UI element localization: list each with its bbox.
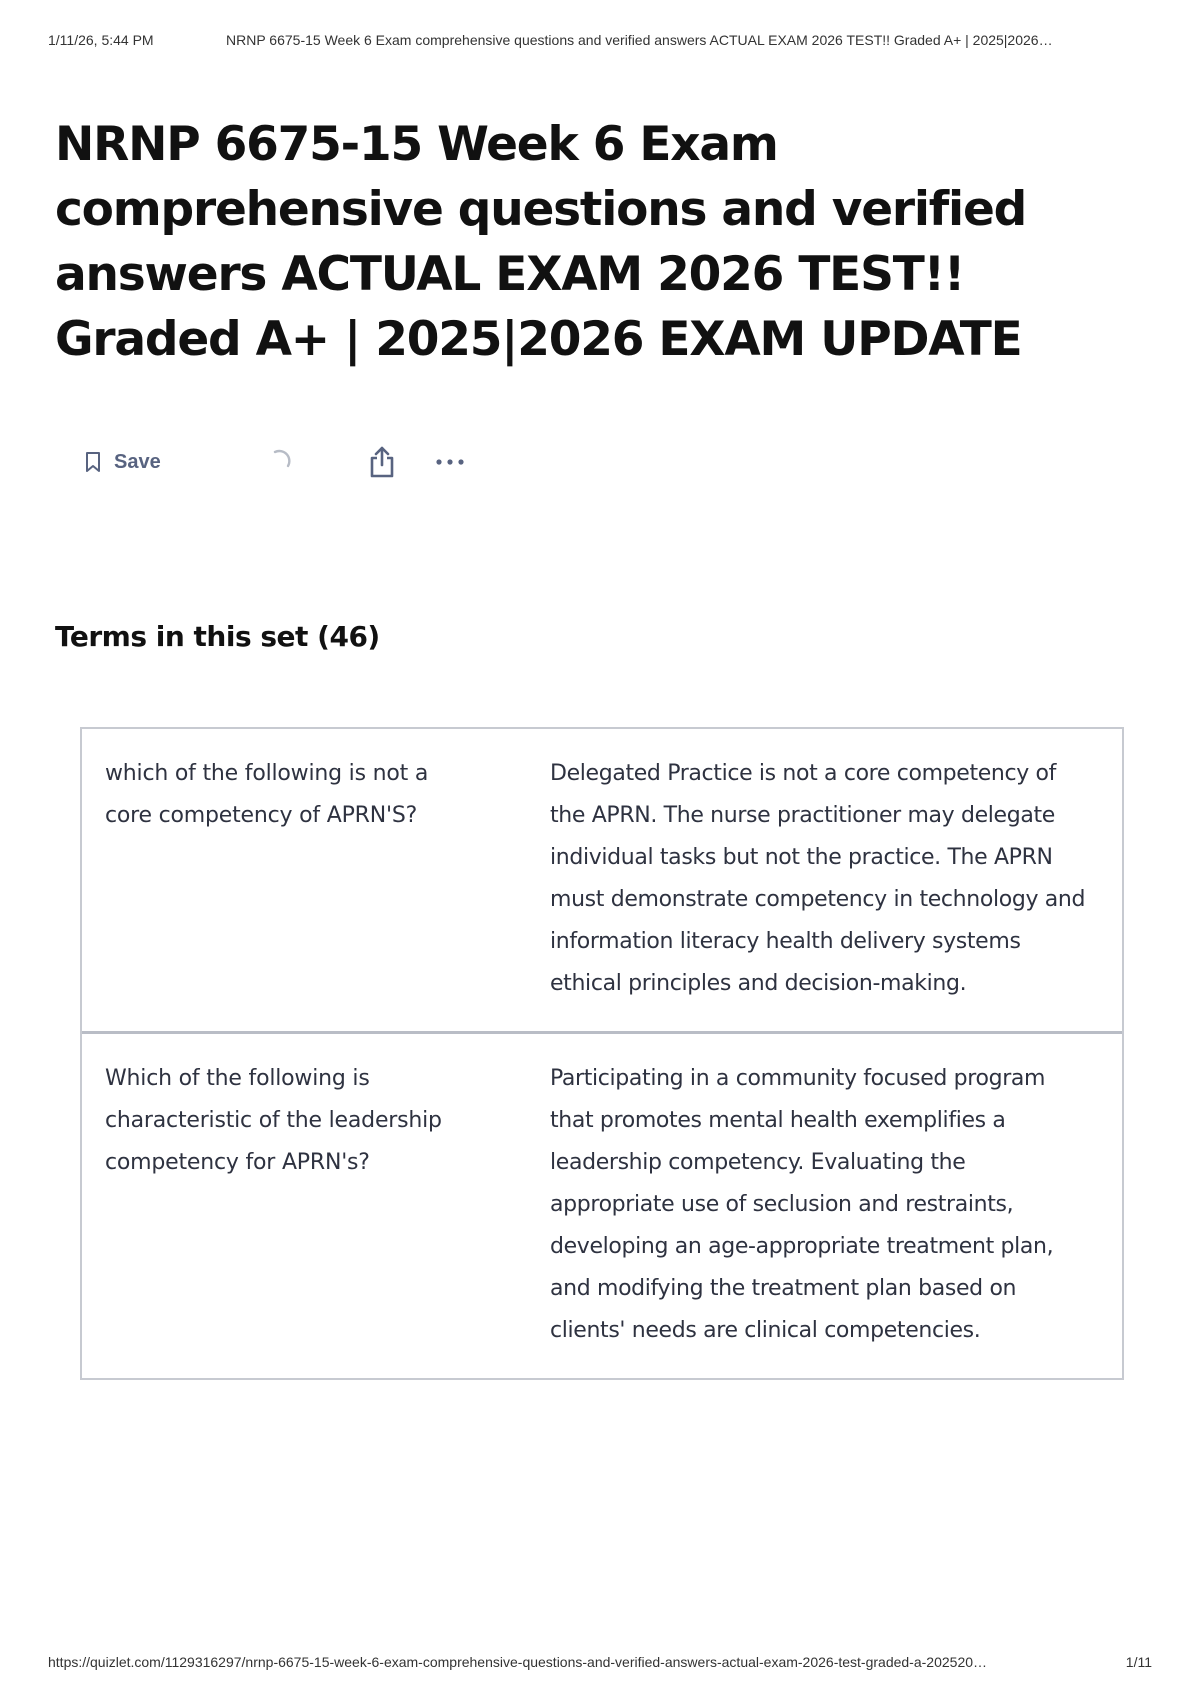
term-text: Which of the following is characteristic of the leadership competency for APRN's?	[105, 1066, 442, 1175]
terms-section-heading: Terms in this set (46)	[55, 620, 380, 653]
spinner-icon	[267, 449, 293, 475]
print-footer	[48, 1654, 1152, 1670]
definition-text: Participating in a community focused program that promotes mental health exemplifies a leadership competency. Evaluating the appropriate use of seclusion and restraints, developing an age-appropriate treatment plan, and modifying the treatment plan based on clients' needs are clinical competencies.	[550, 1066, 1054, 1343]
terms-table	[80, 727, 1124, 1380]
bookmark-icon	[84, 451, 102, 473]
print-datetime: 1/11/26, 5:44 PM	[48, 32, 154, 48]
more-horizontal-icon[interactable]	[435, 457, 465, 467]
page-title: NRNP 6675-15 Week 6 Exam comprehensive questions and verified answers ACTUAL EXAM 2026 TEST!! Graded A+ | 2025|2026 EXAM UPDATE	[55, 117, 1027, 367]
print-document-title: NRNP 6675-15 Week 6 Exam comprehensive questions and verified answers ACTUAL EXAM 2026 TEST!! Graded A+ | 2025|2026…	[226, 32, 1053, 48]
term-text: which of the following is not a core competency of APRN'S?	[105, 761, 429, 828]
action-bar	[84, 444, 465, 480]
term-row	[82, 729, 1122, 1034]
share-icon[interactable]	[367, 445, 397, 479]
save-button-label: Save	[114, 450, 161, 473]
print-page-number: 1/11	[1125, 1654, 1152, 1670]
print-url: https://quizlet.com/1129316297/nrnp-6675-15-week-6-exam-comprehensive-questions-and-verified-answers-actual-exam-2026-test-graded-a-202520…	[48, 1654, 988, 1670]
term-row	[82, 1034, 1122, 1378]
print-header	[48, 32, 1152, 48]
definition-text: Delegated Practice is not a core competency of the APRN. The nurse practitioner may delegate individual tasks but not the practice. The APRN must demonstrate competency in technology and information literacy health delivery systems ethical principles and decision-making.	[550, 761, 1086, 996]
save-button[interactable]	[84, 451, 161, 474]
